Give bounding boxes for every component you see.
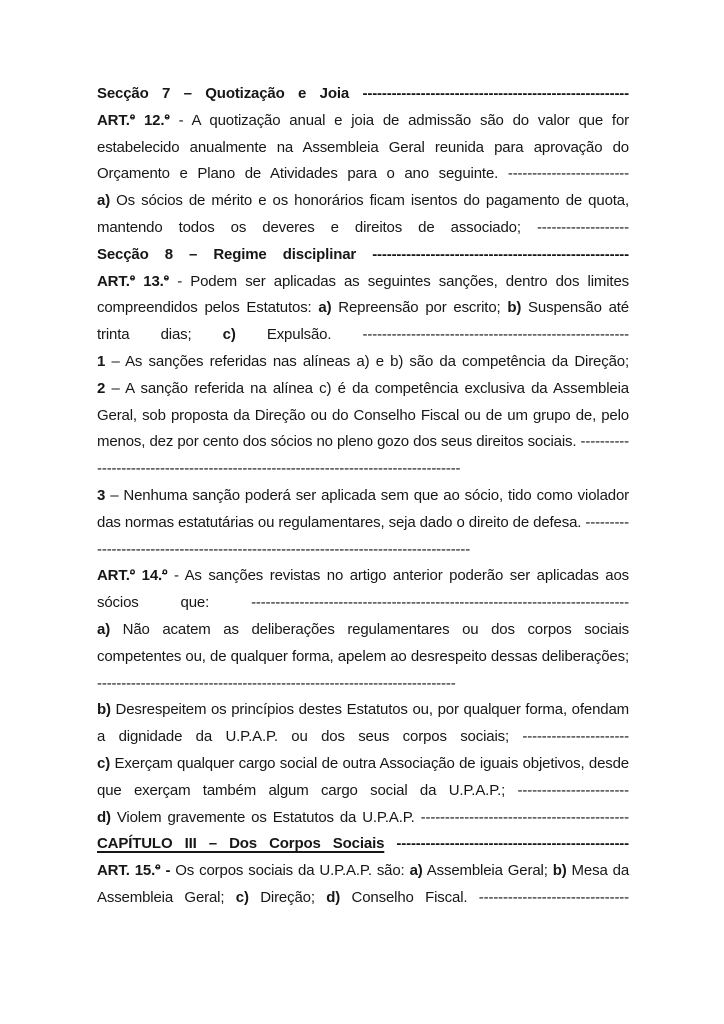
text-segment: Exerçam qualquer cargo social de outra Associação de iguais objetivos, desde que exerçam também algum cargo social da U.P.A.P.; <box>97 754 629 799</box>
text-segment: d) <box>326 888 341 906</box>
text-segment: 13. <box>135 272 164 290</box>
text-segment: 12. <box>135 111 165 129</box>
section-7-heading <box>97 81 629 108</box>
text-segment: ------------------------------------------- <box>420 808 629 826</box>
text-segment: ------------------------------------------------------- <box>362 85 629 102</box>
text-segment: Expulsão. <box>235 326 363 344</box>
text-segment: d) <box>97 808 111 826</box>
text-segment: ----------------------- <box>517 781 629 799</box>
text-segment: ------------------- <box>536 218 629 236</box>
text-segment: – As sanções referidas nas alíneas a) e b) são da competência da Direção; <box>105 352 629 370</box>
text-segment <box>384 835 396 852</box>
article-15 <box>97 858 629 912</box>
text-segment: c) <box>235 888 249 906</box>
text-segment: Os corpos sociais da U.P.A.P. são: <box>175 862 410 880</box>
text-segment: ------------------------------------------------ <box>396 835 629 853</box>
text-segment: b) <box>97 701 111 719</box>
article-12-item-a <box>97 188 629 242</box>
text-segment: – Nenhuma sanção poderá ser aplicada sem que ao sócio, tido como violador das normas estatutárias ou regulamentares, seja dado o direito de defesa. <box>97 486 629 531</box>
text-segment: ---------------------- <box>522 728 629 746</box>
text-segment: ART. <box>97 111 130 129</box>
chapter-3-heading <box>97 831 629 858</box>
text-segment: 1 <box>97 352 106 370</box>
ordinal-indicator: º <box>164 269 169 296</box>
text-segment: - As sanções revistas no artigo anterior poderão ser aplicadas aos sócios que: <box>97 567 630 612</box>
article-13-item-2 <box>97 376 629 483</box>
ordinal-indicator: º <box>164 108 169 135</box>
text-segment: Direção; <box>248 888 327 906</box>
text-segment: c) <box>222 326 236 344</box>
text-segment: -------------------------------------------------------------------------- <box>97 674 456 692</box>
text-segment: b) <box>552 862 567 880</box>
text-segment: Secção 7 – Quotização e Joia <box>97 85 363 102</box>
text-segment: ------------------------------------------------------- <box>362 326 630 344</box>
text-segment: - A quotização anual e joia de admissão são do valor que for estabelecido anualmente na Assembleia Geral reunida para aprovação do Orçamento e Plano de Atividades para o ano seguinte. <box>97 111 629 183</box>
text-segment: c) <box>97 754 111 772</box>
text-segment: Desrespeitem os princípios destes Estatutos ou, por qualquer forma, ofendam a dignidade da U.P.A.P. ou dos seus corpos sociais; <box>97 701 629 746</box>
text-segment: - <box>160 862 176 880</box>
text-segment: Os sócios de mérito e os honorários ficam isentos do pagamento de quota, mantendo todos os deveres e direitos de associado; <box>97 192 629 236</box>
text-segment: ------------------------- <box>507 165 629 183</box>
text-segment: a) <box>97 192 111 210</box>
text-segment: Não acatem as deliberações regulamentares ou dos corpos sociais competentes ou, de qualquer forma, apelem ao desrespeito dessas deliberações; <box>97 620 629 665</box>
text-segment: 3 <box>97 486 106 504</box>
article-14-item-b <box>97 697 629 751</box>
article-14-item-c <box>97 751 629 805</box>
text-segment: Conselho Fiscal. <box>340 888 479 906</box>
text-segment: Repreensão por escrito; <box>331 299 508 317</box>
text-segment: ART. <box>97 567 130 585</box>
ordinal-indicator: º <box>130 563 135 590</box>
article-13-item-1 <box>97 349 629 376</box>
text-segment: Suspensão até trinta dias; <box>97 299 629 344</box>
text-segment: ------------------------------- <box>478 888 629 906</box>
text-segment: – A sanção referida na alínea c) é da competência exclusiva da Assembleia Geral, sob proposta da Direção ou do Conselho Fiscal ou de um grupo de, pelo menos, dez por cento dos sócios no pleno gozo dos seus direitos sociais. <box>97 379 629 451</box>
ordinal-indicator: º <box>130 108 135 135</box>
text-segment: - Podem ser aplicadas as seguintes sanções, dentro dos limites compreendidos pelos Estatutos: <box>97 272 629 317</box>
text-segment: ART. 15. <box>97 862 156 880</box>
text-segment: 2 <box>97 379 106 397</box>
ordinal-indicator: º <box>155 858 160 885</box>
text-segment: Violem gravemente os Estatutos da U.P.A.P. <box>110 808 421 826</box>
article-14-item-a <box>97 617 629 697</box>
text-segment: ----------------------------------------------------- <box>372 245 629 263</box>
text-segment: Mesa da Assembleia Geral; <box>97 862 630 906</box>
text-segment: ART. <box>97 272 130 290</box>
ordinal-indicator: º <box>162 563 167 590</box>
text-segment: 14. <box>135 567 163 585</box>
article-13-item-3 <box>97 483 629 563</box>
text-segment: Secção 8 – Regime disciplinar <box>97 245 373 263</box>
text-segment: a) <box>409 862 423 880</box>
text-segment: a) <box>318 299 332 317</box>
text-segment: CAPÍTULO III – Dos Corpos Sociais <box>97 835 385 853</box>
article-13 <box>97 269 629 349</box>
article-14-item-d <box>97 805 629 832</box>
text-segment: ------------------------------------------------------------------------------ <box>251 594 629 612</box>
text-segment: Assembleia Geral; <box>422 862 553 880</box>
article-12 <box>97 108 629 188</box>
article-14 <box>97 563 629 617</box>
text-segment: ------------------------------------------------------------------------------------- <box>97 433 629 478</box>
text-segment: b) <box>507 299 522 317</box>
section-8-heading <box>97 242 629 269</box>
text-segment: a) <box>97 620 111 638</box>
document-body <box>97 81 629 912</box>
ordinal-indicator: º <box>130 269 135 296</box>
text-segment: -------------------------------------------------------------------------------------- <box>97 513 629 558</box>
